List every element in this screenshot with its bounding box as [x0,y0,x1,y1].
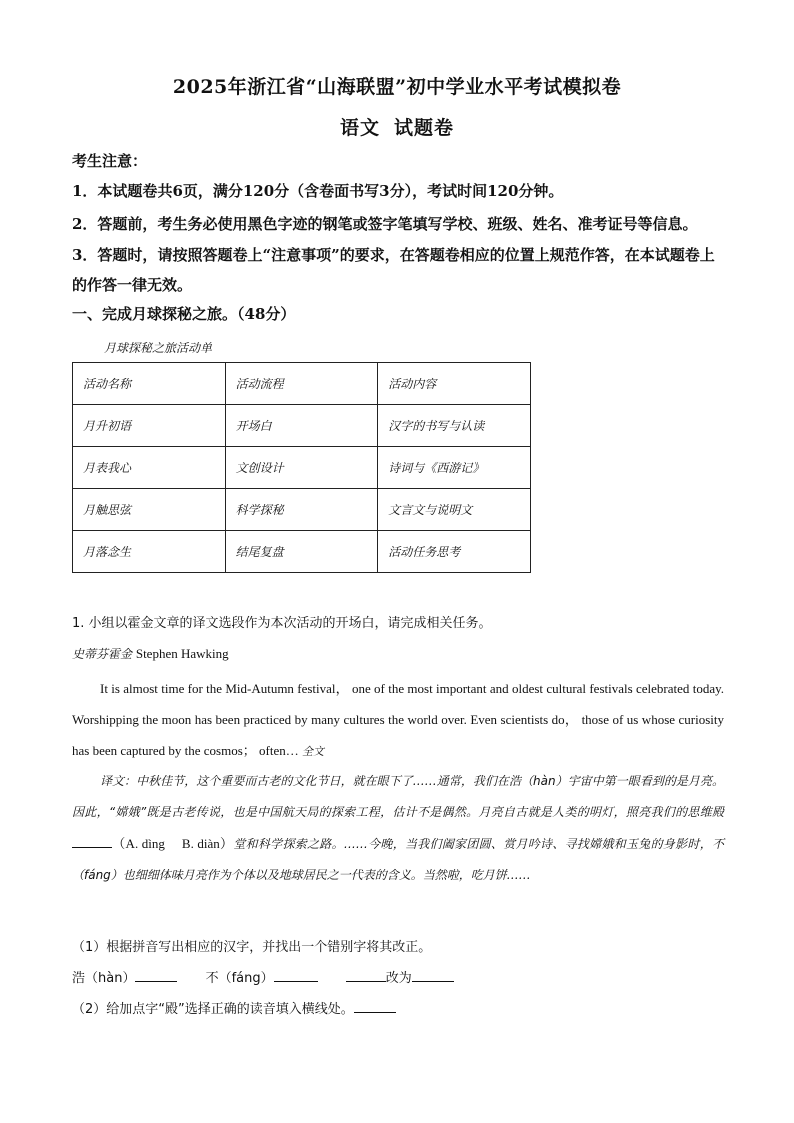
answer-blank[interactable] [135,967,177,982]
answer-blank[interactable] [354,998,396,1013]
table-header-cell: 活动内容 [378,363,531,405]
table-cell: 汉字的书写与认读 [378,405,531,447]
notice-item-2: 2．答题前，考生务必使用黑色字迹的钢笔或签字笔填写学校、班级、姓名、准考证号等信息。 [72,215,698,233]
table-header-cell: 活动名称 [73,363,226,405]
table-cell: 活动任务思考 [378,531,531,573]
activity-table [72,362,531,573]
answer-label-change: 改为 [385,971,412,986]
english-tail: 全文 [301,745,324,758]
table-cell: 文创设计 [225,447,378,489]
answer-blank[interactable] [346,967,386,982]
table-header-row [73,363,531,405]
translation-text-1: 译文：中秋佳节，这个重要而古老的文化节日，就在眼下了……通常，我们在浩（hàn）宇宙中第一眼看到的是月亮。因此，“嫦娥”既是古老传说，也是中国航天局的探索工程，估计不是偶然。月亮自古就是人类的明灯，照亮我们的思维殿 [72,774,724,819]
author-name-en: Stephen Hawking [135,646,229,661]
english-passage [72,673,724,767]
table-caption: 月球探秘之旅活动单 [104,341,213,355]
section-heading: 一、完成月球探秘之旅。（48分） [72,305,296,323]
table-cell: 结尾复盘 [225,531,378,573]
table-cell: 科学探秘 [225,489,378,531]
paper-kind-label: 试题卷 [394,117,455,139]
subquestion-2-text: （2）给加点字“殿”选择正确的读音填入横线处。 [72,1002,354,1017]
pronunciation-options: （A. dìng B. diàn） [112,836,234,851]
notice-item-1: 1．本试题卷共6页，满分120分（含卷面书写3分），考试时间120分钟。 [72,182,564,200]
table-row [73,405,531,447]
table-cell: 文言文与说明文 [378,489,531,531]
answer-label-bu: 不（fáng） [205,971,274,986]
translation-passage [72,766,724,891]
table-row [73,531,531,573]
table-row [73,489,531,531]
question-1-prompt: 1. 小组以霍金文章的译文选段作为本次活动的开场白，请完成相关任务。 [72,616,492,631]
author-line [72,645,229,662]
english-text: It is almost time for the Mid-Autumn festival， one of the most important and oldest cultural festivals celebrated today. Worshipping the moon has been practiced by many cultures the world over. Even scientists do， those of us whose curiosity has been captured by the cosmos； often… [72,681,724,758]
notice-item-3: 3．答题时，请按照答题卷上“注意事项”的要求，在答题卷相应的位置上规范作答，在本试题卷上的作答一律无效。 [72,246,715,294]
notice-heading: 考生注意： [72,152,148,170]
answer-blank[interactable] [72,834,112,848]
table-cell: 月落念生 [73,531,226,573]
table-row [73,447,531,489]
table-cell: 月升初语 [73,405,226,447]
subject-label: 语文 [339,117,380,139]
translation-text-2: 堂和科学探索之路。……今晚，当我们阖家团圆、赏月吟诗、寻找嫦娥和玉兔的身影时，不（fáng）也细细体味月亮作为个体以及地球居民之一代表的含义。当然啦，吃月饼…… [72,837,724,882]
exam-title: 2025年浙江省“山海联盟”初中学业水平考试模拟卷 [172,76,622,98]
table-cell: 诗词与《西游记》 [378,447,531,489]
table-cell: 月表我心 [73,447,226,489]
author-name-cn: 史蒂芬霍金 [72,647,133,661]
subquestion-2 [72,998,396,1017]
answer-label-hao: 浩（hàn） [72,971,136,986]
subquestion-1: （1）根据拼音写出相应的汉字，并找出一个错别字将其改正。 [72,940,432,955]
answer-blank[interactable] [412,967,454,982]
subquestion-1-answers [72,967,454,986]
table-cell: 开场白 [225,405,378,447]
table-header-cell: 活动流程 [225,363,378,405]
table-cell: 月触思弦 [73,489,226,531]
exam-subtitle [0,113,794,140]
answer-blank[interactable] [274,967,318,982]
